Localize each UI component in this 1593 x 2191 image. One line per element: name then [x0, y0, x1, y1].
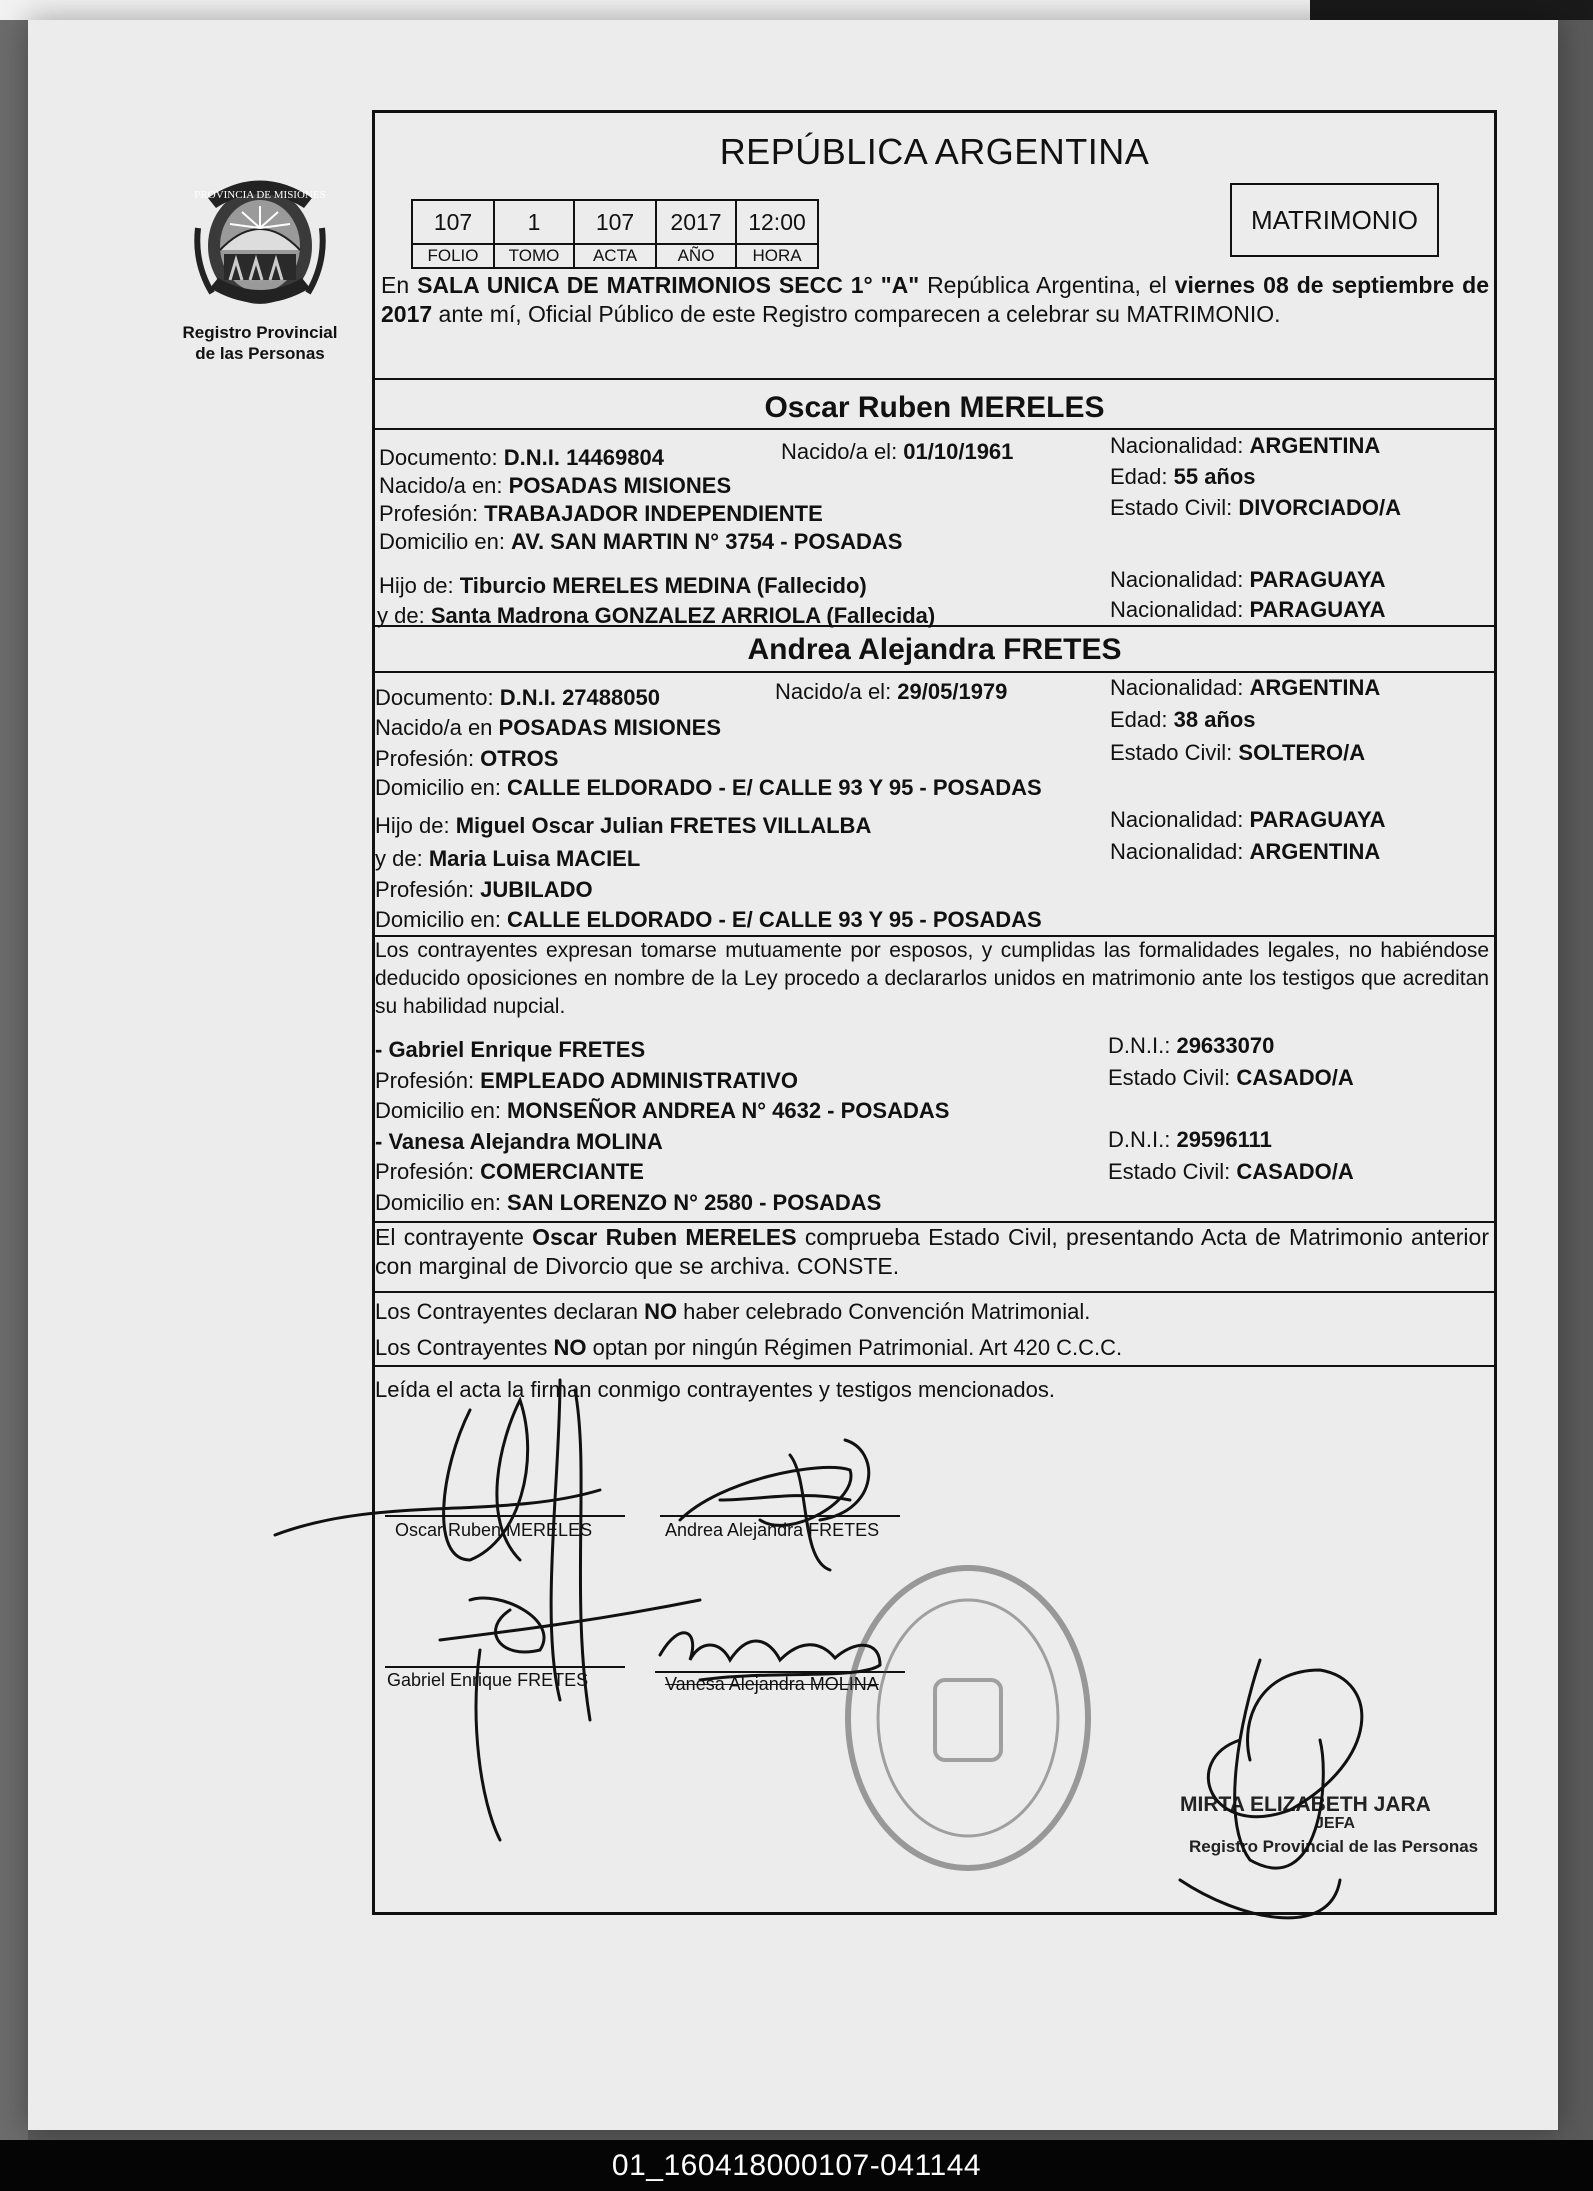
folio-value: 107 [412, 200, 494, 244]
spouse1-age: Edad: 55 años [1110, 464, 1256, 489]
official-name: MIRTA ELIZABETH JARA [1180, 1793, 1431, 1816]
civil-status-note: El contrayente Oscar Ruben MERELES comprueba Estado Civil, presentando Acta de Matrimonio anterior con marginal de Divorcio que se archiva. CONSTE. [375, 1224, 1489, 1279]
spouse2-parents-profession: Profesión: JUBILADO [375, 877, 593, 902]
convention-line-1: Los Contrayentes declaran NO haber celebrado Convención Matrimonial. [375, 1299, 1091, 1324]
intro-paragraph: En SALA UNICA DE MATRIMONIOS SECC 1° "A" República Argentina, el viernes 08 de septiembre de 2017 ante mí, Oficial Público de este Registro comparecen a celebrar su MATRIMONIO. [381, 272, 1489, 327]
svg-text:PROVINCIA DE MISIONES: PROVINCIA DE MISIONES [194, 189, 326, 201]
spouse2-document: Documento: D.N.I. 27488050 [375, 685, 660, 710]
divider [375, 671, 1494, 673]
spouse1-civil-status: Estado Civil: DIVORCIADO/A [1110, 495, 1401, 520]
spouse1-profession: Profesión: TRABAJADOR INDEPENDIENTE [379, 501, 823, 526]
witness1-address: Domicilio en: MONSEÑOR ANDREA N° 4632 - POSADAS [375, 1098, 950, 1123]
spouse1-birth-date: Nacido/a el: 01/10/1961 [781, 439, 1014, 464]
witness1-civil-status: Estado Civil: CASADO/A [1108, 1065, 1354, 1090]
divider [375, 625, 1494, 627]
document-title: REPÚBLICA ARGENTINA [719, 131, 1150, 172]
divider [375, 378, 1494, 380]
signature-line [385, 1515, 625, 1517]
witness1-name: - Gabriel Enrique FRETES [375, 1037, 646, 1062]
spouse2-father-nationality: Nacionalidad: PARAGUAYA [1110, 807, 1386, 832]
divider [375, 1365, 1494, 1367]
spouse2-profession: Profesión: OTROS [375, 746, 559, 771]
signature-line [655, 1671, 905, 1673]
spouse2-address: Domicilio en: CALLE ELDORADO - E/ CALLE 93 Y 95 - POSADAS [375, 775, 1042, 800]
spouse1-father-nationality: Nacionalidad: PARAGUAYA [1110, 567, 1386, 592]
spouse1-mother: y de: Santa Madrona GONZALEZ ARRIOLA (Fallecida) [377, 603, 936, 628]
signature-line [660, 1515, 900, 1517]
footer-code: 01_160418000107-041144 [0, 2140, 1593, 2191]
witness1-dni: D.N.I.: 29633070 [1108, 1033, 1275, 1058]
signature-name-witness2: Vanesa Alejandra MOLINA [665, 1674, 879, 1694]
declaration-paragraph: Los contrayentes expresan tomarse mutuamente por esposos, y cumplidas las formalidades legales, no habiéndose deducido oposiciones en nombre de la Ley procedo a declararlos unidos en matrimonio ante los testigos que acreditan su habilidad nupcial. [375, 939, 1489, 1018]
spouse2-father: Hijo de: Miguel Oscar Julian FRETES VILLALBA [375, 813, 872, 838]
witness2-dni: D.N.I.: 29596111 [1108, 1127, 1272, 1152]
acta-value: 107 [574, 200, 656, 244]
folio-label: FOLIO [412, 244, 494, 268]
spouse2-mother: y de: Maria Luisa MACIEL [375, 846, 641, 871]
province-seal-icon [190, 168, 330, 318]
witness2-profession: Profesión: COMERCIANTE [375, 1159, 644, 1184]
spouse2-age: Edad: 38 años [1110, 707, 1256, 732]
anio-value: 2017 [656, 200, 736, 244]
official-role: JEFA [1315, 1815, 1356, 1832]
spouse2-mother-nationality: Nacionalidad: ARGENTINA [1110, 839, 1381, 864]
spouse1-name: Oscar Ruben MERELES [764, 391, 1105, 424]
witness2-civil-status: Estado Civil: CASADO/A [1108, 1159, 1354, 1184]
witness2-name: - Vanesa Alejandra MOLINA [375, 1129, 663, 1154]
registry-table [411, 199, 819, 269]
signature-line [385, 1666, 625, 1668]
background-top-dark [1310, 0, 1593, 20]
divider [375, 1291, 1494, 1293]
spouse1-document: Documento: D.N.I. 14469804 [379, 445, 664, 470]
spouse1-father: Hijo de: Tiburcio MERELES MEDINA (Fallecido) [379, 573, 867, 598]
spouse2-nationality: Nacionalidad: ARGENTINA [1110, 675, 1381, 700]
spouse2-name: Andrea Alejandra FRETES [747, 633, 1122, 666]
hora-label: HORA [736, 244, 818, 268]
signature-name-witness1: Gabriel Enrique FRETES [387, 1670, 589, 1690]
hora-value: 12:00 [736, 200, 818, 244]
background-left [0, 0, 28, 2191]
spouse2-birth-place: Nacido/a en POSADAS MISIONES [375, 715, 722, 740]
tomo-label: TOMO [494, 244, 574, 268]
official-office: Registro Provincial de las Personas [1189, 1837, 1479, 1856]
tomo-value: 1 [494, 200, 574, 244]
anio-label: AÑO [656, 244, 736, 268]
spouse2-civil-status: Estado Civil: SOLTERO/A [1110, 740, 1366, 765]
logo-caption: Registro Provincial de las Personas [182, 323, 338, 363]
acta-label: ACTA [574, 244, 656, 268]
spouse1-birth-place: Nacido/a en: POSADAS MISIONES [379, 473, 732, 498]
spouse1-mother-nationality: Nacionalidad: PARAGUAYA [1110, 597, 1386, 622]
spouse1-address: Domicilio en: AV. SAN MARTIN N° 3754 - POSADAS [379, 529, 903, 554]
act-type-box: MATRIMONIO [1230, 183, 1439, 257]
certificate-frame [372, 110, 1497, 1915]
witness2-address: Domicilio en: SAN LORENZO N° 2580 - POSADAS [375, 1190, 882, 1215]
witness1-profession: Profesión: EMPLEADO ADMINISTRATIVO [375, 1068, 798, 1093]
spouse1-nationality: Nacionalidad: ARGENTINA [1110, 433, 1381, 458]
spouse2-birth-date: Nacido/a el: 29/05/1979 [775, 679, 1008, 704]
convention-line-2: Los Contrayentes NO optan por ningún Régimen Patrimonial. Art 420 C.C.C. [375, 1335, 1123, 1360]
signature-name-spouse2: Andrea Alejandra FRETES [665, 1520, 880, 1540]
closing-line: Leída el acta la firman conmigo contrayentes y testigos mencionados. [375, 1377, 1055, 1402]
divider [375, 428, 1494, 430]
signature-name-spouse1: Oscar Ruben MERELES [395, 1520, 593, 1540]
spouse2-parents-address: Domicilio en: CALLE ELDORADO - E/ CALLE 93 Y 95 - POSADAS [375, 907, 1042, 932]
